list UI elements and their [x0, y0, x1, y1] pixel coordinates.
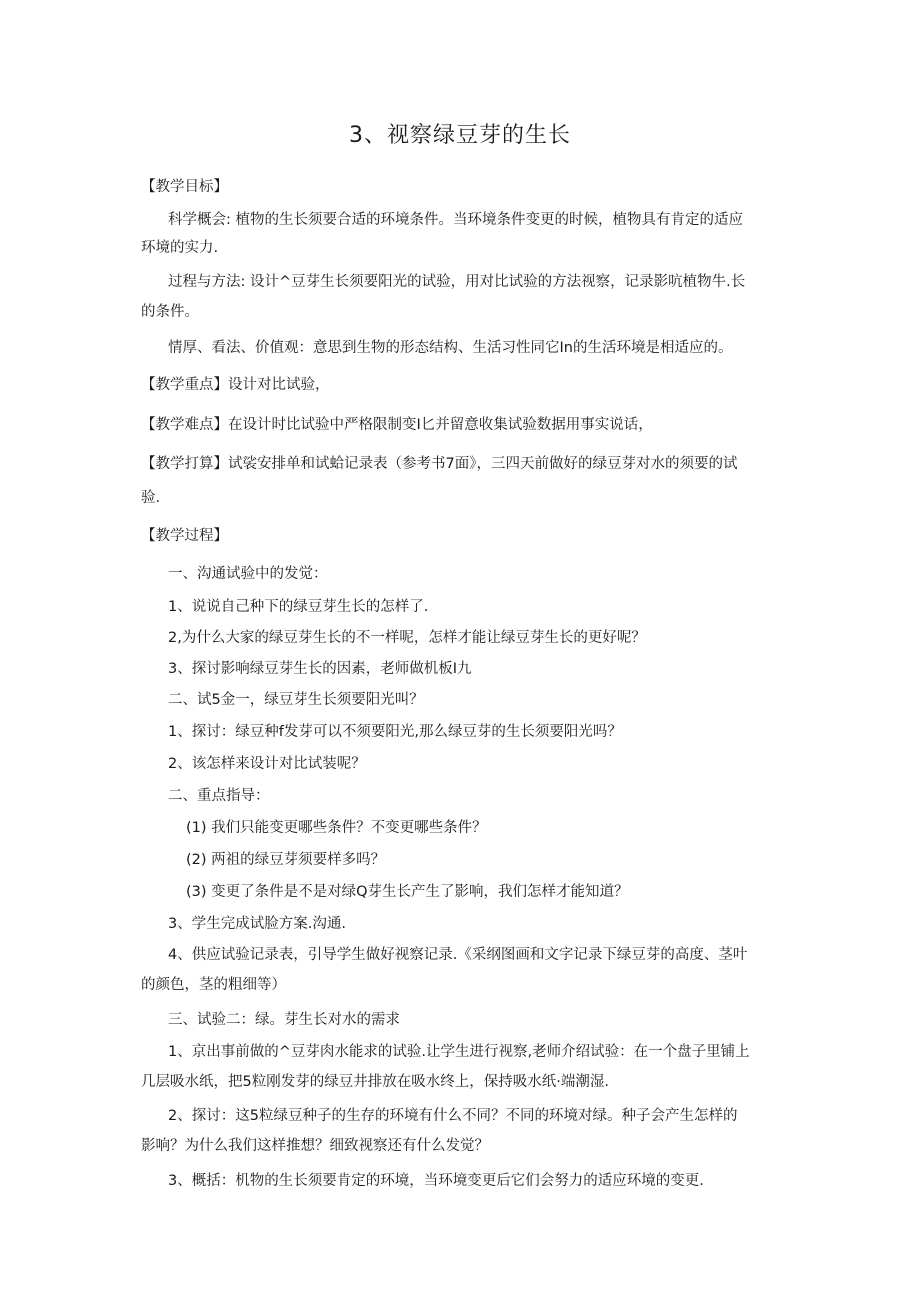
list-item: 1、说说自己种下的绿豆芽生长的怎样了.	[168, 599, 429, 615]
list-item: 3、探讨影响绿豆芽生长的因素，老师做机板I九	[168, 661, 472, 677]
paragraph-line: 情厚、看法、价值观：意思到生物的形态结构、生活习性同它In的生活环境是相适应的。	[168, 340, 733, 356]
paragraph-line: 科学概会: 植物的生长须要合适的环境条件。当环境条件变更的时候，植物具有肯定的适应	[168, 212, 743, 228]
paragraph-line: 几层吸水纸，把5粒刚发芽的绿豆井排放在吸水终上，保持吸水纸·端潮湿.	[141, 1074, 609, 1090]
list-item: 三、试验二：绿。芽生长对水的需求	[168, 1012, 400, 1028]
paragraph-line: 验.	[141, 490, 161, 506]
section-heading-process: 【教学过程】	[141, 528, 228, 544]
list-item: 4、供应试验记录表，引导学生做好视察记录.《采纲图画和文字记录下绿豆芽的高度、茎叶	[168, 947, 748, 963]
section-heading-difficulties: 【教学难点】在设计时比试验中严格限制变I匕并留意收集试验数据用事实说话，	[141, 417, 653, 433]
list-item: 3、概括：机物的生长须要肯定的环境，当环境变更后它们会努力的适应环境的变更.	[168, 1173, 704, 1189]
section-heading-objectives: 【教学目标】	[141, 179, 228, 195]
list-item: 二、重点指导：	[168, 788, 270, 804]
list-item: 2、探讨：这5粒绿豆种子的生存的环境有什么不同？不同的环境对绿。种子会产生怎样的	[168, 1108, 738, 1124]
list-item: 1、京出事前做的^豆芽肉水能求的试验.让学生进行视察,老师介绍试验：在一个盘子里铺上	[168, 1044, 750, 1060]
section-heading-key-points: 【教学重点】设计对比试验，	[141, 377, 330, 393]
paragraph-line: 影响？为什么我们这样推想？细致视察还有什么发觉？	[141, 1138, 489, 1154]
paragraph-line: 的条件。	[141, 304, 199, 320]
list-item: (3) 变更了条件是不是对绿Q芽生长产生了影响，我们怎样才能知道？	[186, 884, 629, 900]
list-item: 1、探讨：绿豆种f发芽可以不须要阳光,那么绿豆芽的生长须要阳光吗？	[168, 724, 622, 740]
list-item: 3、学生完成试脸方案.沟通.	[168, 916, 346, 932]
list-item: 2,为什么大家的绿豆芽生长的不一样呢，怎样才能让绿豆芽生长的更好呢？	[168, 630, 646, 646]
section-heading-preparation: 【教学打算】试裟安排单和试蛤记录表（参考书7面》，三四天前做好的绿豆芽对水的须要的试	[141, 456, 738, 472]
paragraph-line: 过程与方法: 设计^豆芽生长须要阳光的试验，用对比试验的方法视察，记录影吭植物牛.长	[168, 274, 746, 290]
list-item: 二、试5金一，绿豆芽生长须要阳光叫？	[168, 692, 424, 708]
list-item: (2) 两祖的绿豆芽须要样多吗？	[186, 852, 386, 868]
document-title: 3、视察绿豆芽的生长	[349, 123, 571, 148]
list-item: 一、沟通试验中的发觉：	[168, 566, 328, 582]
list-item: 2、该怎样来设计对比试装呢？	[168, 756, 366, 772]
paragraph-line: 环境的实力.	[141, 240, 219, 256]
list-item: (1) 我们只能变更哪些条件？不变更哪些条件？	[186, 820, 487, 836]
paragraph-line: 的颜色，茎的粗细等）	[141, 977, 286, 993]
